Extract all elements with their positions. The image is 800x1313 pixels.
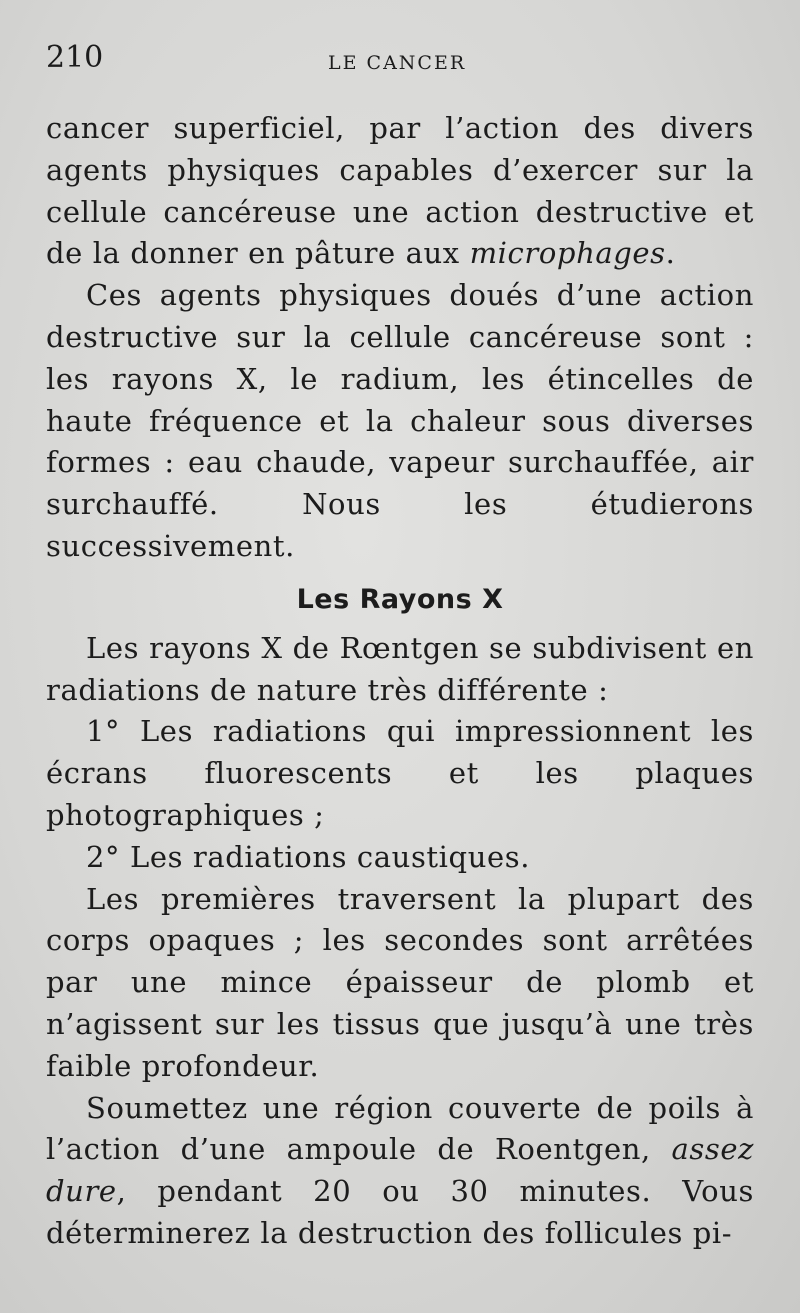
paragraph-text: , pendant 20 ou 30 minutes. Vous déterminerez la destruction des follicules pi- <box>46 1174 754 1250</box>
italic-text: microphages <box>469 236 666 271</box>
list-item: 2° Les radiations caustiques. <box>86 839 531 874</box>
paragraph: Les rayons X de Rœntgen se subdivisent en radiations de nature très différente : <box>46 630 754 707</box>
paragraph-text: . <box>665 236 676 271</box>
paragraph <box>46 108 754 275</box>
page-number: 210 <box>46 40 104 75</box>
list-item: 1° Les radiations qui impressionnent les écrans fluorescents et les plaques photographiques ; <box>46 714 754 832</box>
italic-text: assez dure <box>46 1132 754 1209</box>
running-title: LE CANCER <box>328 52 467 74</box>
page-header <box>46 40 756 90</box>
section-heading: Les Rayons X <box>296 583 504 615</box>
page-body <box>46 108 754 1255</box>
paragraph <box>46 1088 754 1255</box>
paragraph: Les premières traversent la plupart des corps opaques ; les secondes sont arrêtées par une mince épaisseur de plomb et n’agissent sur les tissus que jusqu’à une très faible profondeur. <box>46 881 754 1083</box>
paragraph-text: cancer superficiel, par l’action des divers agents physiques capables d’exercer sur la cellule cancéreuse une action destructive et de la donner en pâture aux <box>46 111 754 271</box>
paragraph-text: Soumettez une région couverte de poils à l’action d’une ampoule de Roentgen, <box>46 1090 754 1167</box>
paragraph: Ces agents physiques doués d’une action destructive sur la cellule cancéreuse sont : les rayons X, le radium, les étincelles de haute fréquence et la chaleur sous diverses formes : eau chaude, vapeur surchauffée, air surchauffé. Nous les étudierons successivement. <box>46 278 754 563</box>
